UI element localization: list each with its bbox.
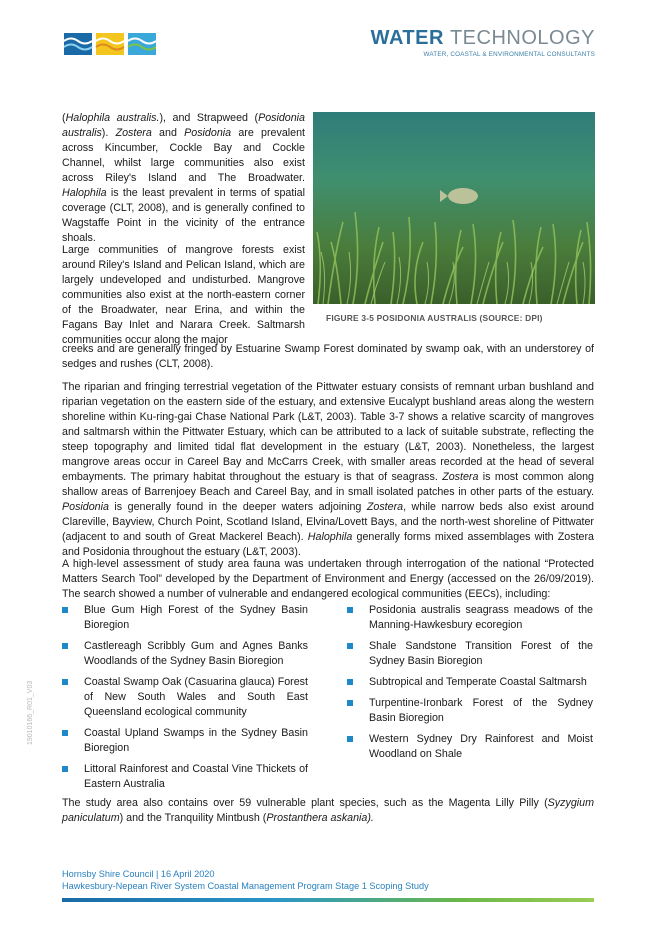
eec-list-left	[62, 603, 308, 798]
list-item: Western Sydney Dry Rainforest and Moist Woodland on Shale	[347, 732, 593, 762]
paragraph-mangrove: Large communities of mangrove forests exist around Riley's Island and Pelican Island, which are largely undeveloped and undisturbed. Mangrove communities also exist at the north-eastern corner of the Broadwater, near Erina, and within the Fagans Bay Inlet and Narara Creek. Saltmarsh communities occur along the major	[62, 244, 305, 346]
bullet-icon	[347, 736, 353, 742]
paragraph-riparian: The riparian and fringing terrestrial vegetation of the Pittwater estuary consists of remnant urban bushland and riparian vegetation on the eastern side of the estuary, and extensive Eucalypt bushland areas along the western shoreline within Ku-ring-gai Chase National Park (L&T, 2003). Table 3-7 shows a relative scarcity of mangroves and saltmarsh within the Pittwater Estuary, which can be attributed to a lack of suitable substrate, reflecting the steep topography and limited tidal flat development in the estuary (L&T, 2003). Nonetheless, the largest mangrove areas occur in Careel Bay and McCarrs Creek, with smaller areas recorded at the head of several embayments. The primary habitat throughout the estuary is that of seagrass. Zostera is most common along shallow areas of Barrenjoey Beach and Careel Bay, and in small isolated patches in other parts of the estuary. Posidonia is generally found in the deeper waters adjoining Zostera, while narrow beds also exist around Clareville, Bayview, Church Point, Scotland Island, Elvina/Lovett Bays, and the north-west shoreline of Pittwater (adjacent to and south of Great Mackerel Beach). Halophila generally forms mixed assemblages with Zostera and Posidonia throughout the estuary (L&T, 2003).	[62, 381, 594, 558]
list-item: Coastal Upland Swamps in the Sydney Basin Bioregion	[62, 726, 308, 756]
footer-project-title: Hawkesbury-Nepean River System Coastal Management Program Stage 1 Scoping Study	[62, 881, 429, 891]
list-item: Coastal Swamp Oak (Casuarina glauca) Forest of New South Wales and South East Queensland ecological community	[62, 675, 308, 720]
brand-title	[371, 28, 595, 48]
list-item: Subtropical and Temperate Coastal Saltmarsh	[347, 675, 593, 690]
bullet-icon	[347, 700, 353, 706]
list-item: Blue Gum High Forest of the Sydney Basin Bioregion	[62, 603, 308, 633]
paragraph-fauna: A high-level assessment of study area fauna was undertaken through interrogation of the national “Protected Matters Search Tool” developed by the Department of Environment and Energy (accessed on the 26/09/2019). The search showed a number of vulnerable and endangered ecological communities (EECs), including:	[62, 558, 594, 600]
wave-logo-icon	[64, 33, 156, 55]
bullet-icon	[347, 607, 353, 613]
brand	[371, 28, 595, 58]
paragraph-plant-species: The study area also contains over 59 vulnerable plant species, such as the Magenta Lilly Pilly (Syzygium paniculatum) and the Tranquility Mintbush (Prostanthera askania).	[62, 797, 594, 824]
figure-caption: FIGURE 3-5 POSIDONIA AUSTRALIS (SOURCE: DPI)	[326, 313, 543, 323]
bullet-icon	[62, 679, 68, 685]
footer	[62, 868, 429, 892]
list-item: Posidonia australis seagrass meadows of the Manning-Hawkesbury ecoregion	[347, 603, 593, 633]
document-code: 19010166_R01_V03	[27, 680, 34, 745]
brand-word-technology: TECHNOLOGY	[449, 27, 595, 49]
list-item: Turpentine-Ironbark Forest of the Sydney Basin Bioregion	[347, 696, 593, 726]
bullet-icon	[347, 679, 353, 685]
list-item: Castlereagh Scribbly Gum and Agnes Banks Woodlands of the Sydney Basin Bioregion	[62, 639, 308, 669]
bullet-icon	[347, 643, 353, 649]
list-item: Shale Sandstone Transition Forest of the Sydney Basin Bioregion	[347, 639, 593, 669]
bullet-icon	[62, 643, 68, 649]
list-item: Littoral Rainforest and Coastal Vine Thickets of Eastern Australia	[62, 762, 308, 792]
brand-subtitle: WATER, COASTAL & ENVIRONMENTAL CONSULTANTS	[423, 51, 595, 58]
paragraph-mangrove-continued: creeks and are generally fringed by Estuarine Swamp Forest dominated by swamp oak, with an understorey of sedges and rushes (CLT, 2008).	[62, 343, 594, 370]
bullet-icon	[62, 607, 68, 613]
brand-word-water: WATER	[370, 27, 444, 49]
footer-client-date: Hornsby Shire Council | 16 April 2020	[62, 869, 215, 879]
seagrass-photo	[313, 112, 595, 304]
paragraph-seagrass: (Halophila australis.), and Strapweed (Posidonia australis). Zostera and Posidonia are prevalent across Kincumber, Cockle Bay and Cockle Channel, whilst large communities also exist across Riley's Island and The Broadwater. Halophila is the least prevalent in terms of spatial coverage (CLT, 2008), and is generally confined to Wagstaffe Point in the vicinity of the entrance shoals.	[62, 112, 306, 244]
bullet-icon	[62, 766, 68, 772]
eec-list-right	[347, 603, 593, 768]
bullet-icon	[62, 730, 68, 736]
footer-bar	[62, 898, 594, 902]
